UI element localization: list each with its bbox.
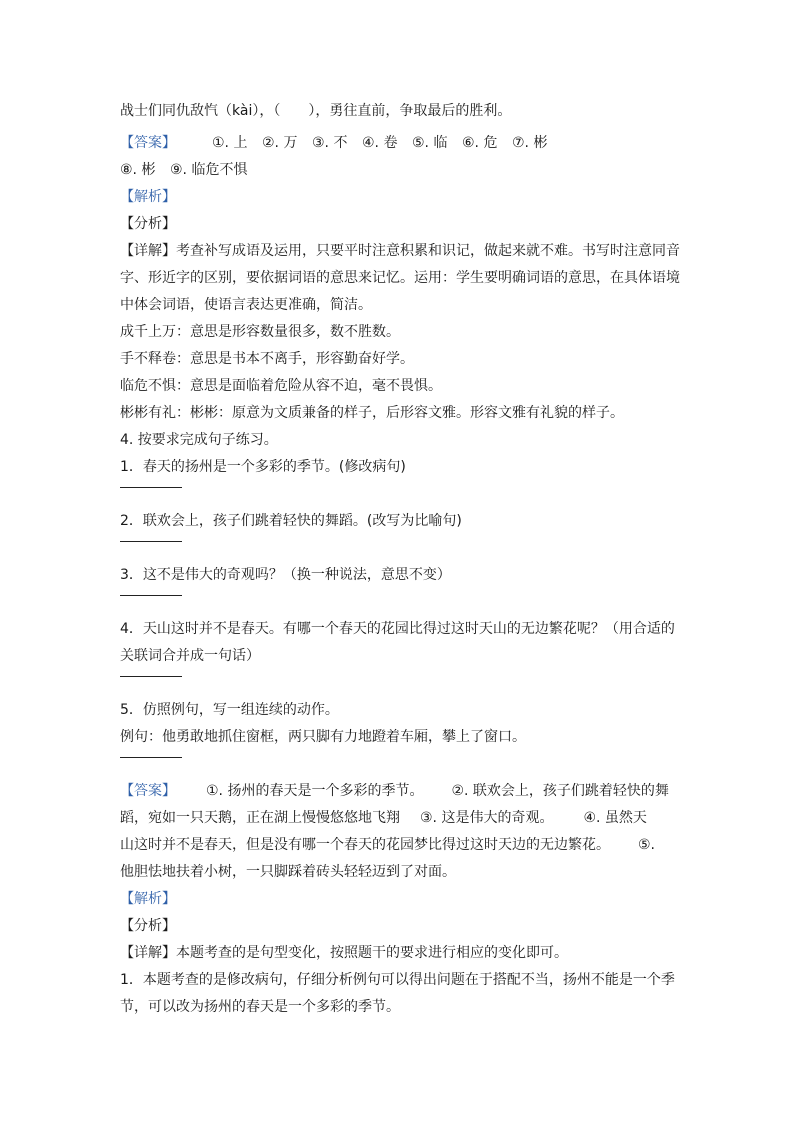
answer2-line-2: [120, 805, 675, 832]
note-line: 彬彬有礼：彬彬：原意为文质兼备的样子，后形容文雅。形容文雅有礼貌的样子。: [120, 405, 624, 421]
document-body: [120, 98, 680, 1021]
sub-question-2: 2．联欢会上，孩子们跳着轻快的舞蹈。(改写为比喻句): [120, 513, 462, 529]
detail-text: 考查补写成语及运用，只要平时注意积累和识记，做起来就不难。书写时注意同音: [176, 243, 680, 259]
question-4-title: 4. 按要求完成句子练习。: [120, 432, 278, 448]
sub-question-1: 1．春天的扬州是一个多彩的季节。(修改病句): [120, 459, 406, 475]
answer-item: ⑥. 危: [462, 135, 498, 151]
analysis-tag: 【解析】: [120, 891, 176, 907]
answer2-line-3: [120, 832, 675, 859]
answer-item: 蹈，宛如一只天鹅，正在湖上慢慢悠悠地飞翔: [120, 810, 400, 826]
intro-sentence: 战士们同仇敌忾（kài），（ ），勇往直前，争取最后的胜利。: [120, 103, 512, 119]
fenxi-heading: 【分析】: [120, 918, 176, 934]
detail-tag: 【详解】: [120, 243, 176, 259]
sub-question-3: 3．这不是伟大的奇观吗？（换一种说法，意思不变）: [120, 567, 451, 583]
answer-blank: [120, 589, 675, 616]
sub-question-4-cont: 关联词合并成一句话）: [120, 648, 260, 664]
answer-line-2: [120, 157, 675, 184]
answer-blank: [120, 535, 675, 562]
detail-line-2: 字、形近字的区别，要依据词语的意思来记忆。运用：学生要明确词语的意思，在具体语境: [120, 270, 680, 286]
detail-line-3: 中体会词语，使语言表达更准确，简洁。: [120, 297, 372, 313]
note-line: 成千上万：意思是形容数量很多，数不胜数。: [120, 324, 400, 340]
answer-item: ⑨. 临危不惧: [170, 162, 248, 178]
answer-item: ②. 万: [262, 135, 298, 151]
answer-item: ⑤. 临: [412, 135, 448, 151]
detail-tag: 【详解】: [120, 945, 176, 961]
answer2-line-4: 他胆怯地扶着小树，一只脚踩着砖头轻轻迈到了对面。: [120, 864, 456, 880]
answer-blank: [120, 751, 675, 778]
answer-item: ①. 扬州的春天是一个多彩的季节。: [206, 783, 424, 799]
detail-text: 本题考查的是句型变化，按照题干的要求进行相应的变化即可。: [176, 945, 568, 961]
answer2-line-1: [120, 778, 675, 805]
answer-item: ③. 不: [312, 135, 348, 151]
answer-item: ④. 虽然天: [583, 810, 647, 826]
answer-tag: 【答案】: [120, 783, 176, 799]
note-line: 临危不惧：意思是面临着危险从容不迫，毫不畏惧。: [120, 378, 442, 394]
answer-item: ③. 这是伟大的奇观。: [420, 810, 554, 826]
answer-tag: 【答案】: [120, 135, 176, 151]
answer-item: ⑦. 彬: [512, 135, 548, 151]
analysis-tag: 【解析】: [120, 189, 176, 205]
answer-item: ⑧. 彬: [120, 162, 156, 178]
sub-question-4: 4．天山这时并不是春天。有哪一个春天的花园比得过这时天山的无边繁花呢？（用合适的: [120, 621, 675, 637]
answer-blank: [120, 481, 675, 508]
sub-question-5: 5．仿照例句，写一组连续的动作。: [120, 702, 339, 718]
answer-item: ①. 上: [212, 135, 248, 151]
answer-blank: [120, 670, 675, 697]
detail2-line: [120, 940, 675, 967]
tail-line-1: 1．本题考查的是修改病句，仔细分析例句可以得出问题在于搭配不当，扬州不能是一个季: [120, 972, 675, 988]
detail-line-1: [120, 238, 680, 265]
answer-item: ⑤.: [638, 837, 656, 853]
answer-item: ②. 联欢会上，孩子们跳着轻快的舞: [451, 783, 669, 799]
answer-item: 山这时并不是春天，但是没有哪一个春天的花园梦比得过这时天边的无边繁花。: [120, 837, 610, 853]
fenxi-heading: 【分析】: [120, 216, 176, 232]
note-line: 手不释卷：意思是书本不离手，形容勤奋好学。: [120, 351, 414, 367]
answer-item: ④. 卷: [362, 135, 398, 151]
example-sentence: 例句：他勇敢地抓住窗框，两只脚有力地蹬着车厢，攀上了窗口。: [120, 729, 526, 745]
tail-line-2: 节，可以改为扬州的春天是一个多彩的季节。: [120, 999, 400, 1015]
answer-line-1: [120, 130, 675, 157]
